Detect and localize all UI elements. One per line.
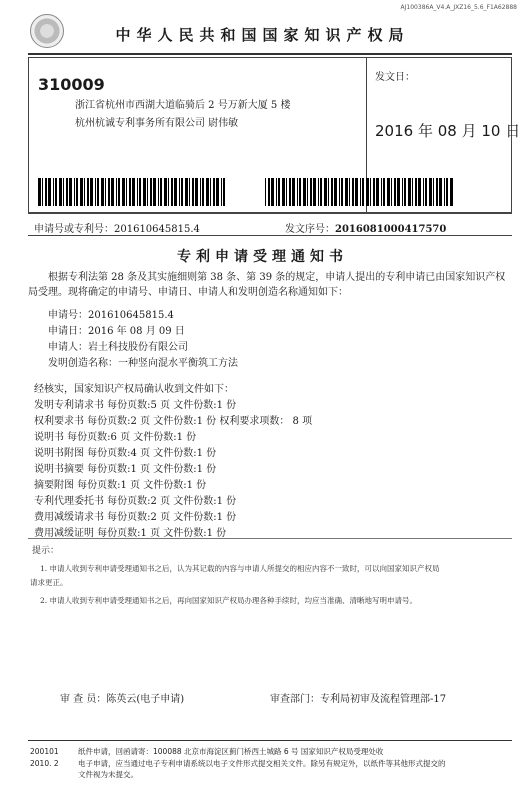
header-rule bbox=[28, 53, 512, 55]
divider bbox=[28, 213, 512, 214]
serial-value: 2016081000417570 bbox=[335, 224, 447, 235]
file-item: 说明书 每份页数:6 页 文件份数:1 份 bbox=[34, 432, 197, 443]
file-item: 权利要求书 每份页数:2 页 文件份数:1 份 权利要求项数： 8 项 bbox=[34, 416, 313, 427]
tips-divider bbox=[28, 538, 512, 539]
field-applicant: 申请人：岩土科技股份有限公司 bbox=[48, 342, 188, 353]
file-item: 摘要附图 每份页数:1 页 文件份数:1 份 bbox=[34, 480, 207, 491]
footer-code-2: 2010. 2 bbox=[30, 759, 59, 768]
send-date-label: 发文日： bbox=[375, 72, 415, 83]
barcode-left bbox=[38, 178, 227, 206]
footer-line-2: 电子申请，应当通过电子专利申请系统以电子文件形式提交相关文件。除另有规定外，以纸件等其他形式提交的 bbox=[78, 759, 446, 768]
app-no-label: 申请号或专利号： bbox=[34, 224, 114, 235]
serial-row bbox=[285, 220, 446, 235]
tips-label: 提示： bbox=[32, 546, 60, 556]
examiner-row bbox=[60, 690, 184, 705]
address-line-1: 浙江省杭州市西湖大道临骑后 2 号万新大厦 5 楼 bbox=[75, 100, 291, 111]
app-no-row bbox=[34, 220, 200, 235]
file-item: 费用减缓请求书 每份页数:2 页 文件份数:1 份 bbox=[34, 512, 237, 523]
intro-paragraph: 根据专利法第 28 条及其实施细则第 38 条、第 39 条的规定，申请人提出的专利申请已由国家知识产权局受理。现将确定的申请号、申请日、申请人和发明创造名称通知如下： bbox=[28, 272, 506, 298]
file-item: 专利代理委托书 每份页数:2 页 文件份数:1 份 bbox=[34, 496, 237, 507]
address-line-2: 杭州杭诚专利事务所有限公司 尉伟敏 bbox=[75, 118, 239, 129]
tip-item: 请求更正。 bbox=[30, 578, 68, 587]
files-header: 经核实，国家知识产权局确认收到文件如下： bbox=[34, 384, 234, 395]
field-invention-name: 发明创造名称：一种竖向混水平衡筑工方法 bbox=[48, 358, 238, 369]
divider bbox=[28, 235, 512, 236]
document-title: 专利申请受理通知书 bbox=[177, 249, 348, 265]
app-no-value: 201610645815.4 bbox=[114, 224, 200, 235]
file-item: 费用减缓证明 每份页数:1 页 文件份数:1 份 bbox=[34, 528, 227, 539]
footer-code-1: 200101 bbox=[30, 747, 59, 756]
dept-name: 专利局初审及流程管理部-17 bbox=[320, 694, 447, 705]
footer-line-1: 纸件申请，回函请寄：100088 北京市海淀区蓟门桥西土城路 6 号 国家知识产权局受理处收 bbox=[78, 747, 384, 756]
file-item: 说明书附图 每份页数:4 页 文件份数:1 份 bbox=[34, 448, 217, 459]
send-date: 2016 年 08 月 10 日 bbox=[375, 122, 521, 140]
dept-label: 审查部门： bbox=[270, 694, 320, 705]
file-item: 发明专利请求书 每份页数:5 页 文件份数:1 份 bbox=[34, 400, 237, 411]
field-app-no: 申请号：201610645815.4 bbox=[48, 310, 174, 321]
file-item: 说明书摘要 每份页数:1 页 文件份数:1 份 bbox=[34, 464, 217, 475]
footer-line-3: 文件视为未提交。 bbox=[78, 770, 138, 779]
postcode: 310009 bbox=[38, 75, 105, 94]
document-code: AJ100386A_V4.A_JXZ16_5.6_F1A62888 bbox=[400, 4, 517, 11]
org-title: 中华人民共和国国家知识产权局 bbox=[115, 26, 410, 44]
dept-row bbox=[270, 690, 446, 705]
barcode-right bbox=[265, 178, 454, 206]
tip-item: 2. 申请人收到专利申请受理通知书之后，再向国家知识产权局办理各种手续时，均应当准确、清晰地写明申请号。 bbox=[40, 596, 418, 605]
serial-label: 发文序号： bbox=[285, 224, 335, 235]
examiner-name: 陈英云(电子申请) bbox=[106, 694, 185, 705]
field-app-date: 申请日：2016 年 08 月 09 日 bbox=[48, 326, 185, 337]
tip-item: 1. 申请人收到专利申请受理通知书之后，认为其记载的内容与申请人所提交的相应内容不一致时，可以向国家知识产权局 bbox=[40, 564, 440, 573]
examiner-label: 审 查 员： bbox=[60, 694, 107, 705]
footer-rule bbox=[28, 740, 512, 741]
